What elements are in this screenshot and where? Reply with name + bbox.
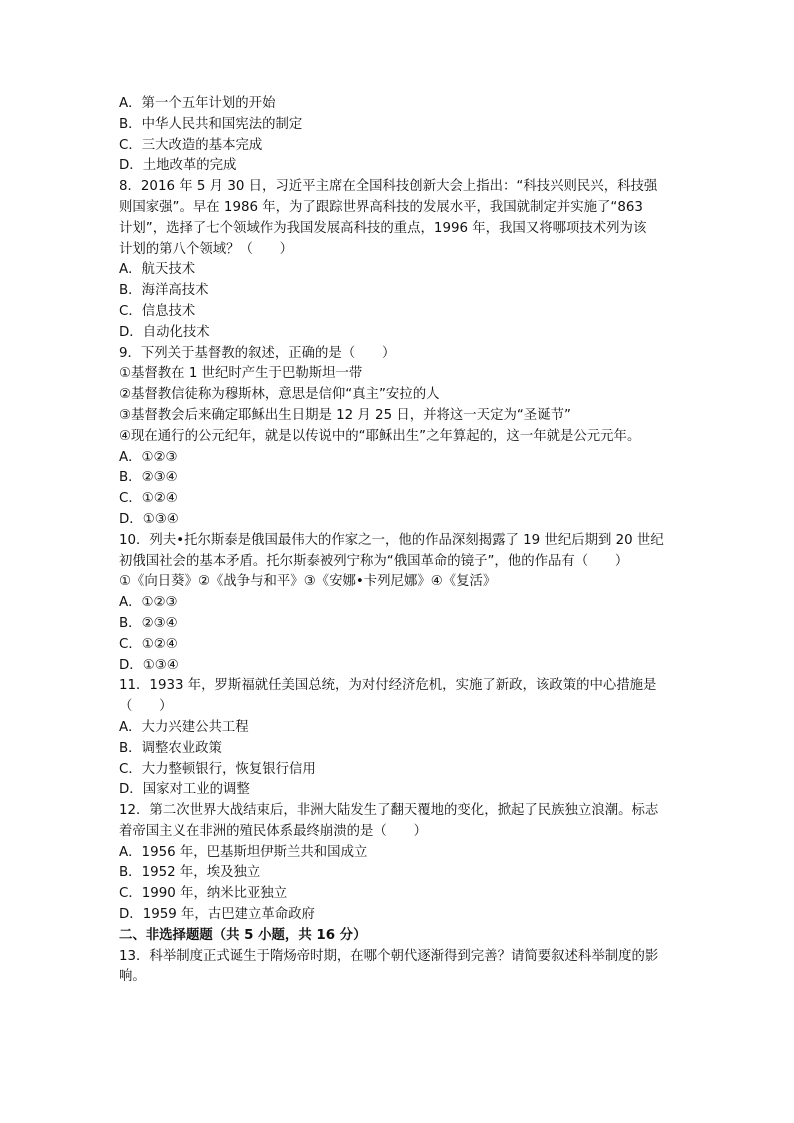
q9-statement-4: ④现在通行的公元纪年，就是以传说中的“耶稣出生”之年算起的，这一年就是公元元年。 [119, 428, 641, 444]
q8-option-a: A．航天技术 [119, 262, 196, 278]
q8-stem-line-2: 则国家强”。早在 1986 年，为了跟踪世界高科技的发展水平，我国就制定并实施了“863 [119, 199, 643, 215]
q8-option-b: B．海洋高技术 [119, 283, 209, 299]
q12-stem-line-1: 12．第二次世界大战结束后，非洲大陆发生了翻天覆地的变化，掀起了民族独立浪潮。标志 [119, 803, 659, 819]
q10-works-list: ①《向日葵》②《战争与和平》③《安娜•卡列尼娜》④《复活》 [119, 574, 497, 590]
q8-option-c: C．信息技术 [119, 303, 196, 319]
q12-option-d: D．1959 年，古巴建立革命政府 [119, 907, 315, 923]
q13-stem-line-2: 响。 [119, 969, 146, 985]
q9-statement-2: ②基督教信徒称为穆斯林，意思是信仰“真主”安拉的人 [119, 387, 440, 403]
q11-stem-line-2: （ ） [119, 699, 173, 715]
q10-stem-line-1: 10．列夫•托尔斯泰是俄国最伟大的作家之一，他的作品深刻揭露了 19 世纪后期到 20 世纪 [119, 532, 664, 548]
q7-option-b: B．中华人民共和国宪法的制定 [119, 116, 303, 132]
q11-option-b: B．调整农业政策 [119, 740, 222, 756]
q8-option-d: D．自动化技术 [119, 324, 210, 340]
q9-stem: 9．下列关于基督教的叙述，正确的是（ ） [119, 345, 396, 361]
q8-stem-line-4: 计划的第八个领域？（ ） [119, 241, 294, 257]
q9-statement-1: ①基督教在 1 世纪时产生于巴勒斯坦一带 [119, 366, 363, 382]
q8-stem-line-3: 计划”，选择了七个领域作为我国发展高科技的重点，1996 年，我国又将哪项技术列为该 [119, 220, 647, 236]
q7-option-d: D．土地改革的完成 [119, 158, 237, 174]
q11-option-c: C．大力整顿银行，恢复银行信用 [119, 761, 316, 777]
q11-stem-line-1: 11．1933 年，罗斯福就任美国总统，为对付经济危机，实施了新政，该政策的中心措施是 [119, 678, 657, 694]
q9-option-c: C．①②④ [119, 491, 178, 507]
q12-stem-line-2: 着帝国主义在非洲的殖民体系最终崩溃的是（ ） [119, 823, 427, 839]
q13-stem-line-1: 13．科举制度正式诞生于隋炀帝时期，在哪个朝代逐渐得到完善？请简要叙述科举制度的影 [119, 948, 659, 964]
q10-option-b: B．②③④ [119, 615, 178, 631]
q9-statement-3: ③基督教会后来确定耶稣出生日期是 12 月 25 日，并将这一天定为“圣诞节” [119, 407, 571, 423]
section-heading-non-choice: 二、非选择题题（共 5 小题，共 16 分） [119, 927, 367, 943]
q9-option-a: A．①②③ [119, 449, 178, 465]
q10-stem-line-2: 初俄国社会的基本矛盾。托尔斯泰被列宁称为“俄国革命的镜子”，他的作品有（ ） [119, 553, 629, 569]
q10-option-c: C．①②④ [119, 636, 178, 652]
q8-stem-line-1: 8．2016 年 5 月 30 日，习近平主席在全国科技创新大会上指出：“科技兴则民兴，科技强 [119, 179, 658, 195]
q10-option-d: D．①③④ [119, 657, 179, 673]
q11-option-d: D．国家对工业的调整 [119, 782, 250, 798]
q9-option-b: B．②③④ [119, 470, 178, 486]
exam-page [119, 94, 689, 988]
q12-option-b: B．1952 年，埃及独立 [119, 865, 261, 881]
q11-option-a: A．大力兴建公共工程 [119, 719, 249, 735]
q12-option-a: A．1956 年，巴基斯坦伊斯兰共和国成立 [119, 844, 368, 860]
q9-option-d: D．①③④ [119, 511, 179, 527]
q12-option-c: C．1990 年，纳米比亚独立 [119, 886, 288, 902]
q10-option-a: A．①②③ [119, 595, 178, 611]
q7-option-a: A．第一个五年计划的开始 [119, 96, 276, 111]
q7-option-c: C．三大改造的基本完成 [119, 137, 263, 153]
